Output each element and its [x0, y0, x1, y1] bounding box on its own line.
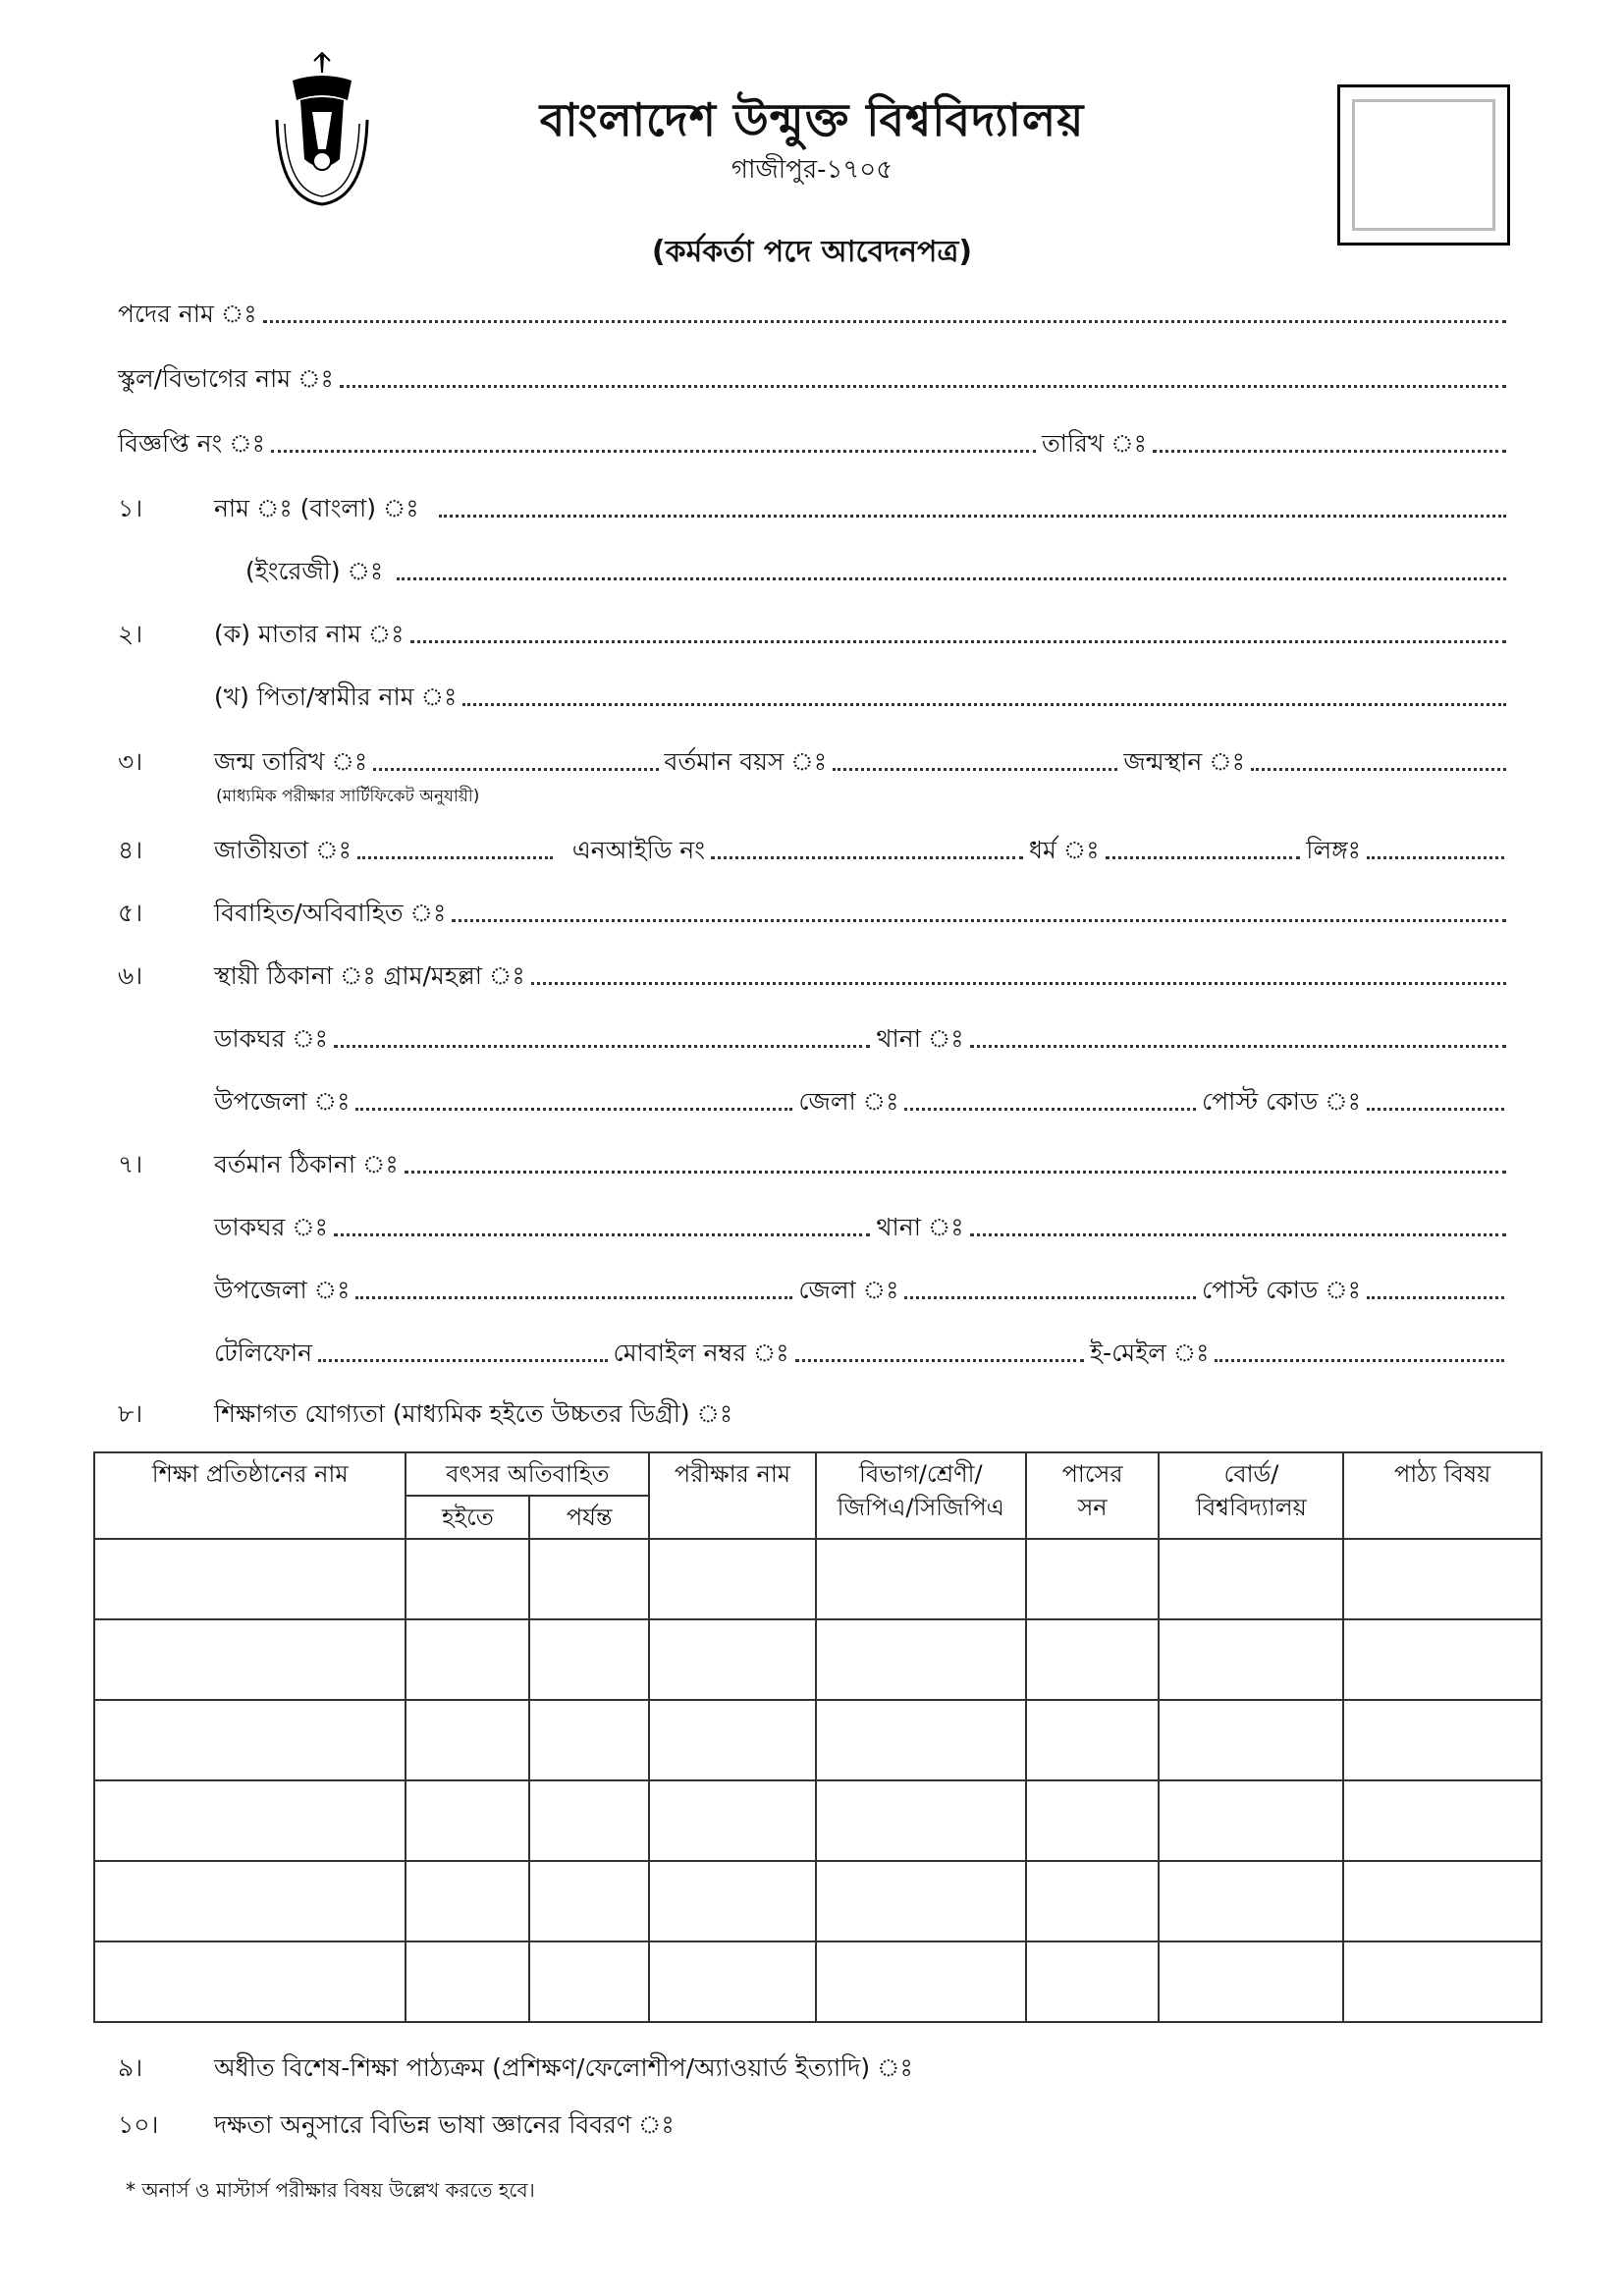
dob-field[interactable] — [373, 768, 658, 771]
nationality-label: জাতীয়তা ঃ — [214, 836, 352, 864]
marital-row — [214, 898, 1512, 929]
present-address-field[interactable] — [405, 1171, 1506, 1174]
item-number: ৩। — [118, 747, 143, 776]
photo-box[interactable] — [1337, 84, 1510, 246]
item-number: ৫। — [118, 899, 143, 927]
telephone-label: টেলিফোন — [214, 1339, 313, 1367]
mobile-field[interactable] — [795, 1359, 1085, 1362]
permanent-upazila-row — [214, 1086, 1510, 1118]
telephone-field[interactable] — [318, 1359, 608, 1362]
item-number: ৪। — [118, 836, 143, 864]
mobile-label: মোবাইল নম্বর ঃ — [613, 1339, 789, 1367]
date-label: তারিখ ঃ — [1042, 429, 1147, 458]
subject-header: পাঠ্য বিষয় — [1343, 1452, 1542, 1539]
table-row — [94, 1941, 1542, 2022]
permanent-thana-field[interactable] — [970, 1045, 1506, 1048]
years-header: বৎসর অতিবাহিত — [406, 1452, 649, 1496]
permanent-post-office-field[interactable] — [334, 1045, 870, 1048]
item-number: ৯। — [118, 2053, 143, 2082]
permanent-district-field[interactable] — [904, 1108, 1196, 1111]
post-office-label: ডাকঘর ঃ — [214, 1024, 328, 1053]
present-post-office-field[interactable] — [334, 1233, 870, 1236]
table-row — [94, 1619, 1542, 1700]
table-row — [94, 1861, 1542, 1941]
religion-label: ধর্ম ঃ — [1028, 836, 1100, 864]
table-row — [94, 1700, 1542, 1780]
item-number: ৭। — [118, 1150, 143, 1178]
dob-note: (মাধ্যমিক পরীক্ষার সার্টিফিকেট অনুযায়ী) — [216, 787, 480, 806]
board-header-line2: বিশ্ববিদ্যালয় — [1196, 1494, 1307, 1521]
district-label: জেলা ঃ — [798, 1087, 899, 1116]
nationality-field[interactable] — [357, 856, 553, 859]
present-upazila-row — [214, 1275, 1510, 1306]
language-label: দক্ষতা অনুসারে বিভিন্ন ভাষা জ্ঞানের বিবরণ ঃ — [214, 2110, 675, 2139]
present-address-label: বর্তমান ঠিকানা ঃ — [214, 1150, 399, 1178]
nationality-row — [214, 835, 1510, 866]
upazila-label: উপজেলা ঃ — [214, 1087, 351, 1116]
age-field[interactable] — [833, 768, 1117, 771]
present-address-row — [214, 1149, 1512, 1180]
post-code-label: পোস্ট কোড ঃ — [1202, 1087, 1361, 1116]
education-label: শিক্ষাগত যোগ্যতা (মাধ্যমিক হইতে উচ্চতর ডিগ্রী) ঃ — [214, 1399, 733, 1428]
post-name-field[interactable] — [263, 320, 1506, 323]
training-row — [214, 2052, 913, 2084]
permanent-address-label: স্থায়ী ঠিকানা ঃ গ্রাম/মহল্লা ঃ — [214, 961, 525, 990]
item-number: ২। — [118, 620, 143, 648]
birthplace-field[interactable] — [1251, 768, 1506, 771]
from-header: হইতে — [406, 1496, 529, 1539]
marital-label: বিবাহিত/অবিবাহিত ঃ — [214, 899, 447, 927]
board-header — [1159, 1452, 1343, 1539]
permanent-post-code-field[interactable] — [1367, 1108, 1504, 1111]
to-header: পর্যন্ত — [529, 1496, 649, 1539]
mother-field[interactable] — [410, 640, 1507, 643]
notice-no-label: বিজ্ঞপ্তি নং ঃ — [118, 429, 265, 458]
name-bangla-field[interactable] — [439, 515, 1506, 518]
school-dept-row — [118, 363, 1512, 395]
present-upazila-field[interactable] — [355, 1296, 792, 1299]
language-row — [214, 2109, 675, 2141]
permanent-postoffice-row — [214, 1023, 1512, 1055]
division-header — [816, 1452, 1026, 1539]
district-label: জেলা ঃ — [798, 1276, 899, 1304]
notice-row — [118, 428, 1512, 460]
pass-header-line2: সন — [1077, 1494, 1108, 1521]
post-code-label: পোস্ট কোড ঃ — [1202, 1276, 1361, 1304]
form-heading: (কর্মকর্তা পদে আবেদনপত্র) — [651, 235, 973, 269]
education-table — [93, 1451, 1543, 2023]
thana-label: থানা ঃ — [876, 1213, 964, 1241]
permanent-village-field[interactable] — [531, 982, 1506, 985]
email-field[interactable] — [1215, 1359, 1504, 1362]
present-post-code-field[interactable] — [1367, 1296, 1504, 1299]
education-row — [214, 1398, 732, 1430]
present-postoffice-row — [214, 1212, 1512, 1243]
footnote: * অনার্স ও মাস্টার্স পরীক্ষার বিষয় উল্লেখ করতে হবে। — [126, 2178, 535, 2202]
date-field[interactable] — [1153, 450, 1506, 453]
dob-label: জন্ম তারিখ ঃ — [214, 747, 368, 776]
gender-label: লিঙ্গঃ — [1306, 836, 1361, 864]
present-district-field[interactable] — [904, 1296, 1196, 1299]
post-name-row — [118, 299, 1512, 330]
post-office-label: ডাকঘর ঃ — [214, 1213, 328, 1241]
division-header-line2: জিপিএ/সিজিপিএ — [837, 1494, 1004, 1521]
table-row — [94, 1780, 1542, 1861]
item-number: ৮। — [118, 1399, 143, 1428]
present-thana-field[interactable] — [970, 1233, 1506, 1236]
pass-year-header — [1026, 1452, 1160, 1539]
dob-row — [214, 746, 1512, 778]
email-label: ই-মেইল ঃ — [1090, 1339, 1210, 1367]
nid-label: এনআইডি নং — [571, 836, 705, 864]
thana-label: থানা ঃ — [876, 1024, 964, 1053]
gender-field[interactable] — [1367, 856, 1504, 859]
contact-row — [214, 1338, 1510, 1369]
father-row — [214, 682, 1512, 713]
mother-label: (ক) মাতার নাম ঃ — [214, 620, 405, 648]
name-bangla-label: নাম ঃ (বাংলা) ঃ — [214, 494, 419, 522]
name-english-row — [245, 556, 1512, 587]
institution-header: শিক্ষা প্রতিষ্ঠানের নাম — [94, 1452, 406, 1539]
training-label: অধীত বিশেষ-শিক্ষা পাঠ্যক্রম (প্রশিক্ষণ/ফেলোশীপ/অ্যাওয়ার্ড ইত্যাদি) ঃ — [214, 2053, 913, 2082]
marital-field[interactable] — [452, 919, 1506, 922]
item-number: ১। — [118, 494, 143, 522]
item-number: ৬। — [118, 961, 143, 990]
post-name-label: পদের নাম ঃ — [118, 300, 257, 328]
university-title: বাংলাদেশ উন্মুক্ত বিশ্ববিদ্যালয় — [539, 93, 1085, 146]
table-row — [94, 1539, 1542, 1619]
pass-header-line1: পাসের — [1061, 1460, 1123, 1488]
board-header-line1: বোর্ড/ — [1223, 1460, 1279, 1488]
notice-no-field[interactable] — [271, 450, 1036, 453]
school-dept-label: স্কুল/বিভাগের নাম ঃ — [118, 364, 334, 393]
permanent-upazila-field[interactable] — [355, 1108, 792, 1111]
division-header-line1: বিভাগ/শ্রেণী/ — [859, 1460, 983, 1488]
father-field[interactable] — [462, 703, 1506, 706]
mother-row — [214, 619, 1512, 650]
age-label: বর্তমান বয়স ঃ — [664, 747, 828, 776]
name-bangla-row — [214, 493, 1512, 524]
religion-field[interactable] — [1106, 856, 1301, 859]
permanent-address-row — [214, 960, 1512, 992]
school-dept-field[interactable] — [340, 385, 1506, 388]
university-address: গাজীপুর-১৭০৫ — [731, 155, 893, 185]
item-number: ১০। — [118, 2110, 159, 2139]
father-label: (খ) পিতা/স্বামীর নাম ঃ — [214, 683, 458, 711]
birthplace-label: জন্মস্থান ঃ — [1123, 747, 1245, 776]
exam-header: পরীক্ষার নাম — [649, 1452, 816, 1539]
name-english-field[interactable] — [397, 577, 1506, 580]
upazila-label: উপজেলা ঃ — [214, 1276, 351, 1304]
name-english-label: (ইংরেজী) ঃ — [245, 557, 384, 585]
nid-field[interactable] — [711, 856, 1023, 859]
